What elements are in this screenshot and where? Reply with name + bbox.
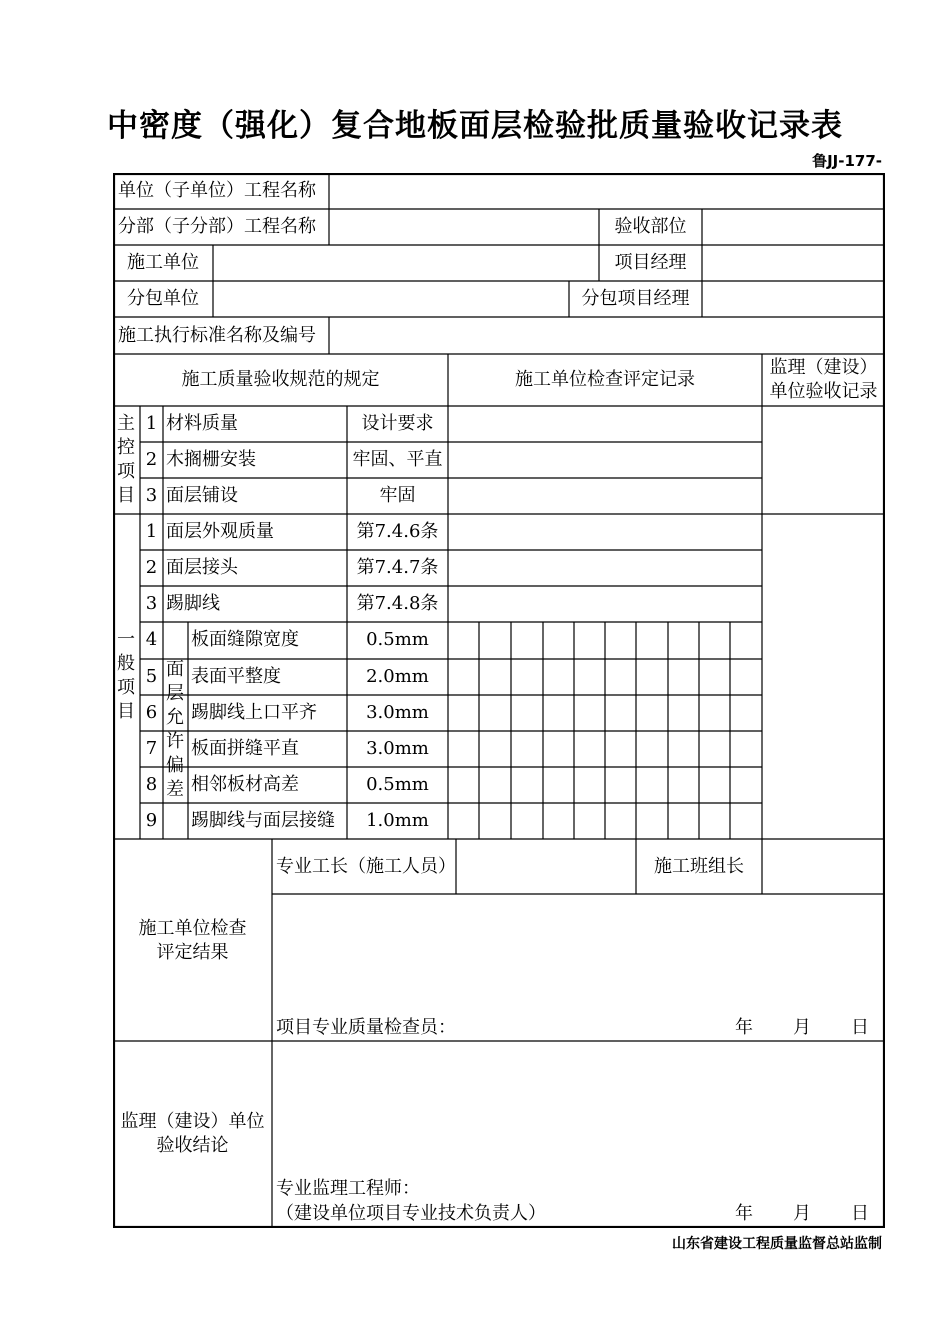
tolerance-item-name: 表面平整度 <box>191 666 281 687</box>
main-item-req: 牢固 <box>379 485 416 506</box>
acceptance-form <box>113 173 885 1228</box>
general-item-req: 第7.4.7条 <box>356 557 439 578</box>
conclusion-label-line1: 监理（建设）单位 <box>120 1111 265 1132</box>
project-name-label: 单位（子单位）工程名称 <box>118 180 316 201</box>
general-item-req: 第7.4.6条 <box>356 521 439 542</box>
general-item-no: 3 <box>145 593 158 614</box>
tolerance-item-req: 3.0mm <box>366 738 429 759</box>
subcontract-unit-label: 分包单位 <box>127 288 199 309</box>
subcontract-manager-label: 分包项目经理 <box>581 288 690 309</box>
result-date-year: 年 <box>735 1017 753 1038</box>
supervision-header-line1: 监理（建设） <box>769 357 878 378</box>
conclusion-date-month: 月 <box>793 1203 811 1224</box>
tolerance-item-req: 2.0mm <box>366 666 429 687</box>
tolerance-item-no: 5 <box>145 666 158 687</box>
acceptance-part-label: 验收部位 <box>614 216 687 237</box>
record-column-header: 施工单位检查评定记录 <box>515 369 695 390</box>
standard-label: 施工执行标准名称及编号 <box>118 325 316 346</box>
main-item-name: 木搁栅安装 <box>166 449 256 470</box>
main-items-label: 主控项目 <box>117 413 135 506</box>
team-leader-label: 施工班组长 <box>654 856 744 877</box>
result-date-day: 日 <box>851 1017 869 1038</box>
footer-issuer: 山东省建设工程质量监督总站监制 <box>672 1236 882 1252</box>
tolerance-item-no: 8 <box>145 774 158 795</box>
main-item-no: 2 <box>145 449 158 470</box>
tolerance-item-no: 9 <box>145 810 158 831</box>
form-code: 鲁JJ-177- <box>812 152 882 170</box>
conclusion-date-day: 日 <box>851 1203 869 1224</box>
tolerance-item-no: 4 <box>145 629 158 650</box>
tolerance-item-req: 0.5mm <box>366 774 429 795</box>
subproject-label: 分部（子分部）工程名称 <box>118 216 316 237</box>
conclusion-date-year: 年 <box>735 1203 753 1224</box>
spec-column-header: 施工质量验收规范的规定 <box>181 369 380 390</box>
tolerance-item-req: 1.0mm <box>366 810 429 831</box>
supervision-header-line2: 单位验收记录 <box>769 381 878 402</box>
construction-unit-label: 施工单位 <box>127 252 199 273</box>
general-item-name: 踢脚线 <box>166 593 220 614</box>
result-date-month: 月 <box>793 1017 811 1038</box>
main-item-no: 1 <box>145 413 158 434</box>
tolerance-item-name: 板面缝隙宽度 <box>191 629 299 650</box>
engineer-label: 专业监理工程师： <box>276 1178 420 1199</box>
result-label <box>113 917 272 965</box>
main-item-req: 设计要求 <box>361 413 434 434</box>
inspector-label: 项目专业质量检查员： <box>276 1017 456 1038</box>
general-item-no: 2 <box>145 557 158 578</box>
tolerance-item-req: 0.5mm <box>366 629 429 650</box>
main-item-name: 材料质量 <box>166 413 238 434</box>
conclusion-label-line2: 验收结论 <box>156 1135 229 1156</box>
project-manager-label: 项目经理 <box>614 252 687 273</box>
supervision-column-header <box>762 356 885 404</box>
tolerance-item-name: 踢脚线上口平齐 <box>191 702 317 723</box>
tolerance-item-name: 踢脚线与面层接缝 <box>191 810 335 831</box>
main-item-req: 牢固、平直 <box>352 449 443 470</box>
foreman-label: 专业工长（施工人员） <box>276 856 456 877</box>
main-item-name: 面层铺设 <box>166 485 238 506</box>
tolerance-item-no: 7 <box>145 738 158 759</box>
general-items-label: 一般项目 <box>117 629 135 722</box>
general-item-no: 1 <box>145 521 158 542</box>
tolerance-item-name: 板面拼缝平直 <box>191 738 299 759</box>
conclusion-label <box>113 1110 272 1158</box>
tolerance-item-no: 6 <box>145 702 158 723</box>
result-label-line1: 施工单位检查 <box>138 918 247 939</box>
general-item-name: 面层接头 <box>166 557 238 578</box>
tech-lead-label: （建设单位项目专业技术负责人） <box>276 1203 546 1224</box>
general-item-req: 第7.4.8条 <box>356 593 439 614</box>
main-item-no: 3 <box>145 485 158 506</box>
tolerance-item-name: 相邻板材高差 <box>191 774 299 795</box>
general-item-name: 面层外观质量 <box>166 521 274 542</box>
result-label-line2: 评定结果 <box>156 942 229 963</box>
page-title: 中密度（强化）复合地板面层检验批质量验收记录表 <box>107 108 843 144</box>
tolerance-label: 面层允许偏差 <box>166 659 184 800</box>
tolerance-item-req: 3.0mm <box>366 702 429 723</box>
